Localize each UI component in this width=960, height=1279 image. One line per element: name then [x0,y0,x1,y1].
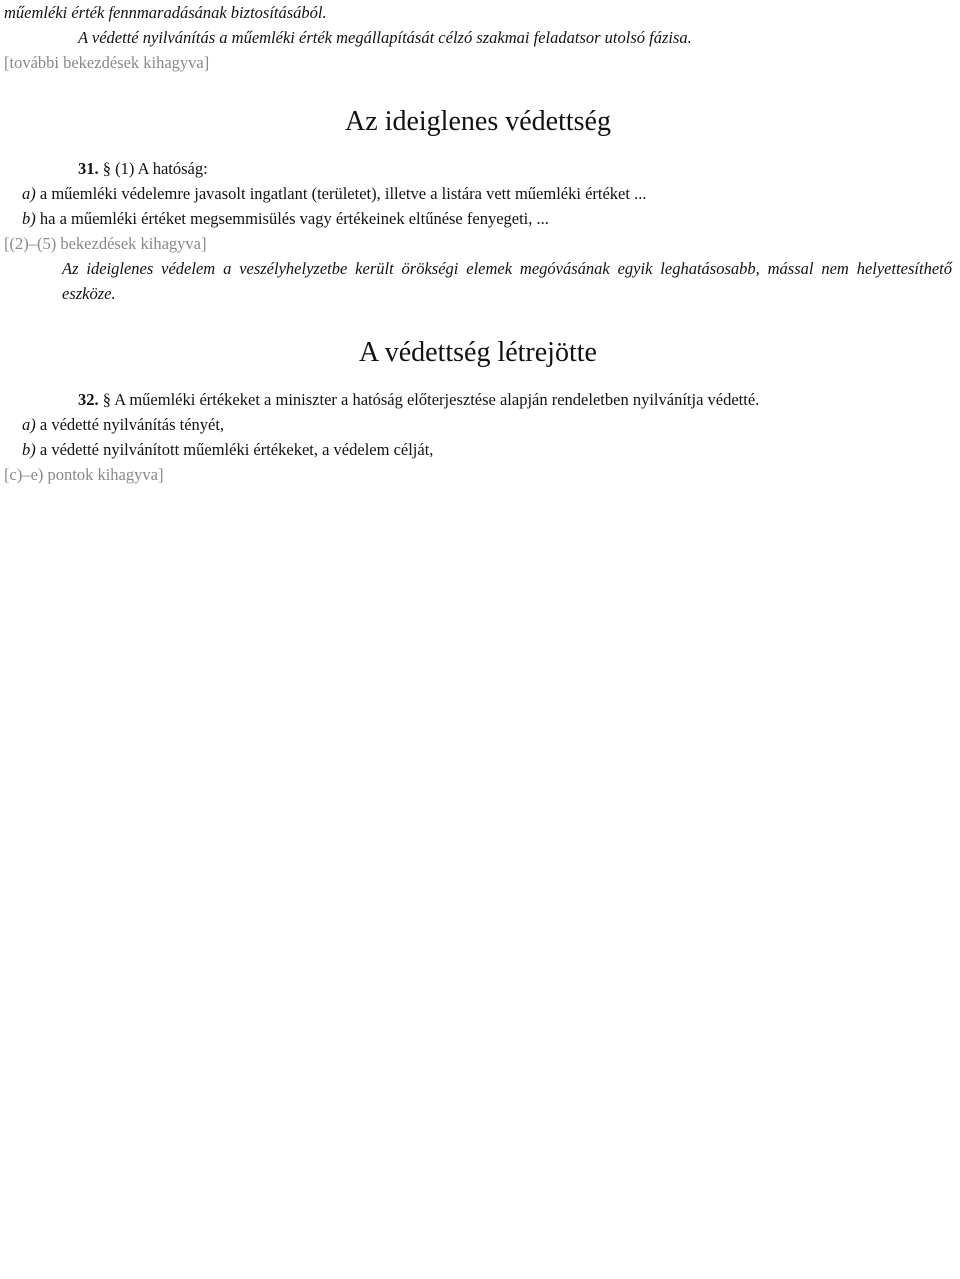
intro-excerpt: A védetté nyilvánítás a műemléki érték megállapítását célzó szakmai feladatsor utolsó fázisa. [78,28,692,47]
section-heading-temporary-protection: Az ideiglenes védettség [345,106,611,137]
section-31-item-b-marker: b) [22,209,36,228]
section-32-item-a-text: a védetté nyilvánítás tényét, [39,415,225,434]
section-31-item-a-marker: a) [22,184,36,203]
section-32-item-a [4,412,952,437]
section-31-number: 31. [78,159,99,178]
section-31-item-a-text: a műemléki védelemre javasolt ingatlant (területet), illetve a listára vett műemléki értéket ... [39,184,647,203]
section-31-opening [4,156,952,181]
section-32-item-b-marker: b) [22,440,36,459]
section-32-omitted-note: [c)–e) pontok kihagyva] [4,465,164,484]
section-31-item-b-text: ha a műemléki értéket megsemmisülés vagy értékeinek eltűnése fenyegeti, ... [39,209,549,228]
section-32-number: 32. [78,390,99,409]
section-31-opening-text: § (1) A hatóság: [102,159,208,178]
intro-opening: műemléki érték fennmaradásának biztosításából. [4,3,327,22]
section-31-omitted-note: [(2)–(5) bekezdések kihagyva] [4,234,207,253]
section-32-item-b-text: a védetté nyilvánított műemléki értékeket, a védelem célját, [39,440,434,459]
section-31-item-b [4,206,952,231]
section-heading-protection-established: A védettség létrejötte [359,337,597,368]
section-32-opening [4,387,952,412]
section-31-item-a [4,181,952,206]
section-32-item-a-marker: a) [22,415,36,434]
section-32-opening-text: § A műemléki értékeket a miniszter a hatóság előterjesztése alapján rendeletben nyilvánítja védetté. [102,390,760,409]
section-31-commentary: Az ideiglenes védelem a veszélyhelyzetbe került örökségi elemek megóvásának egyik leghatásosabb, mással nem helyettesíthető eszköze. [62,259,952,303]
intro-omitted-note: [további bekezdések kihagyva] [4,53,210,72]
document-page [0,0,960,487]
section-32-item-b [4,437,952,462]
